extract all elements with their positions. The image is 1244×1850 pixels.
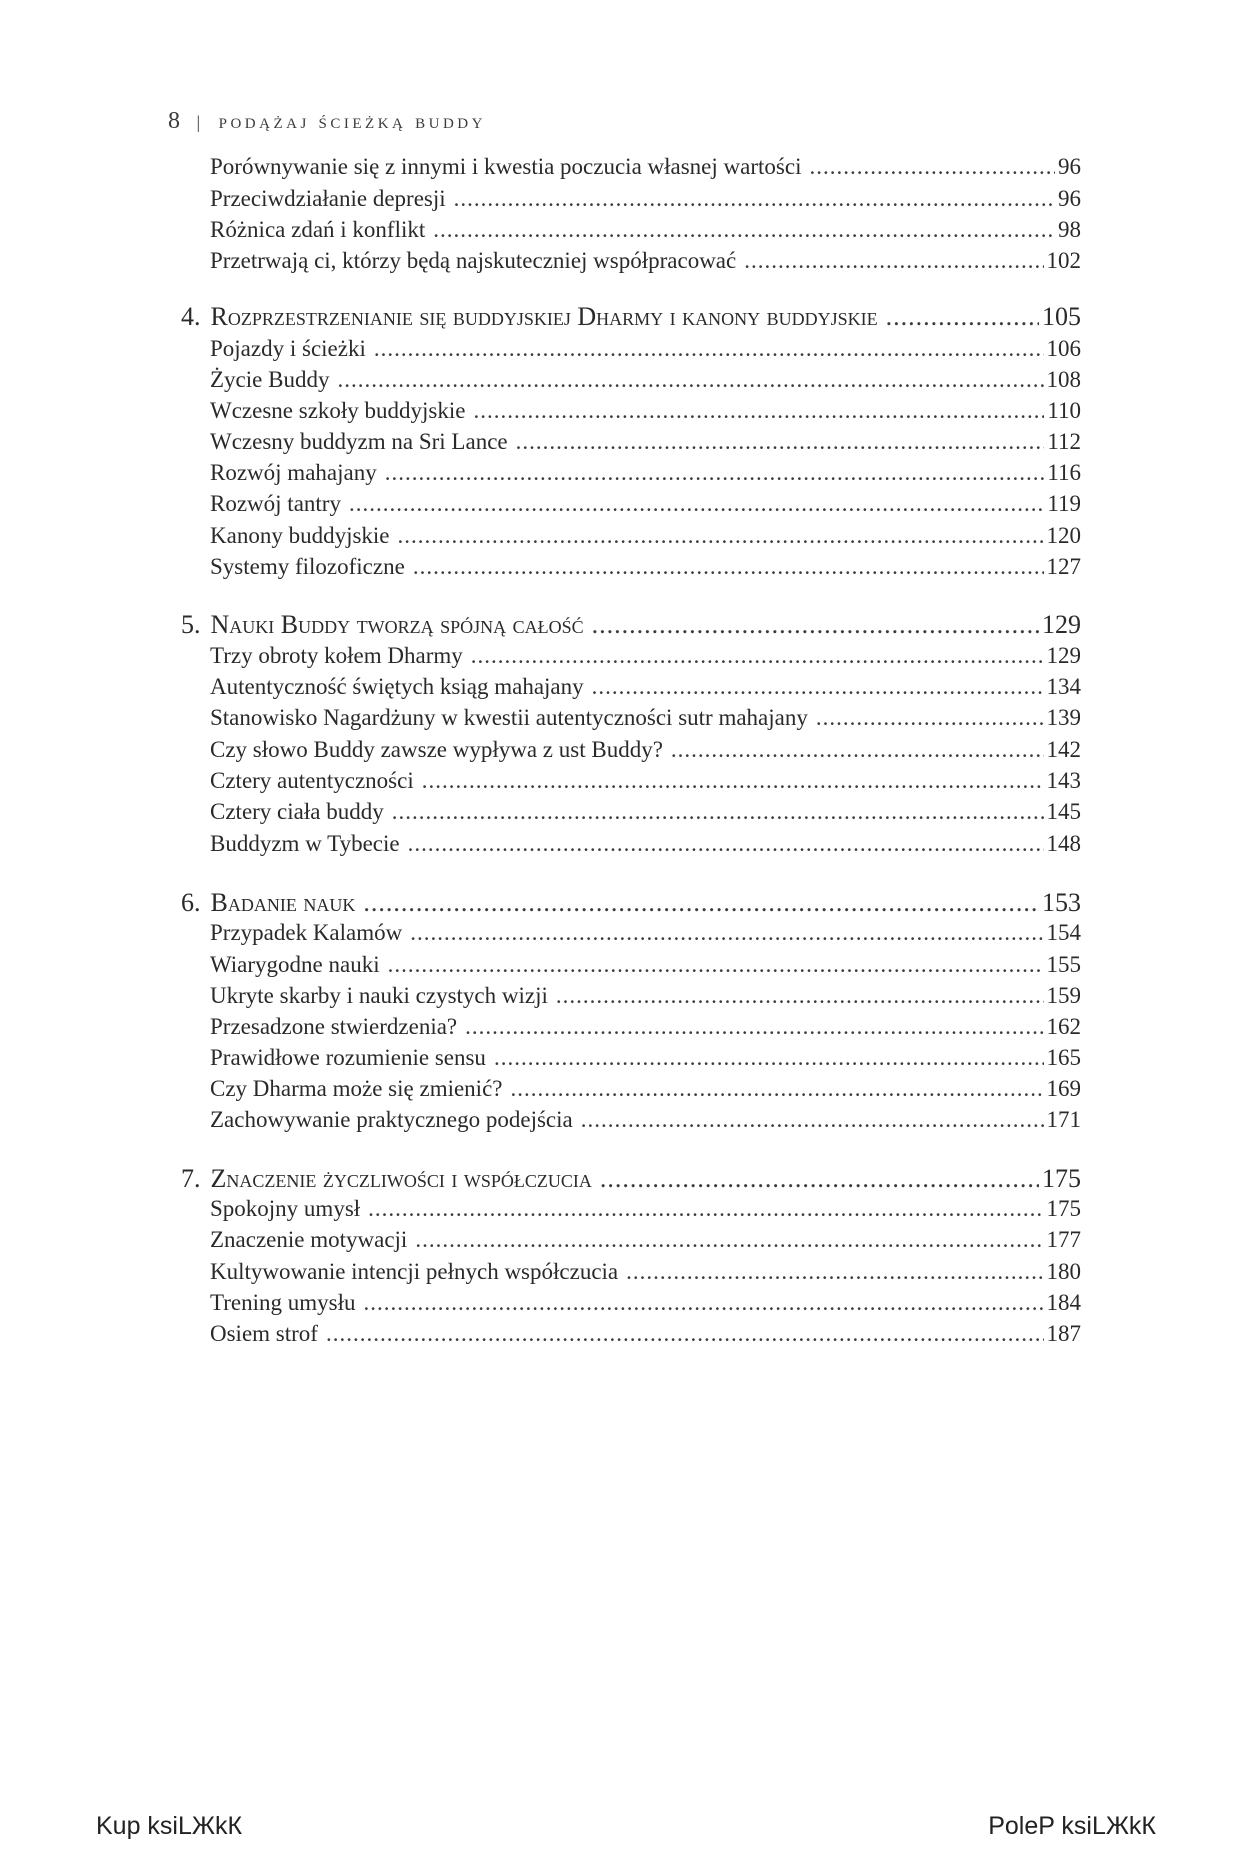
page-ref: 108 bbox=[1046, 367, 1081, 392]
chapter-number: 5. bbox=[181, 610, 201, 639]
page-ref: 184 bbox=[1046, 1290, 1081, 1315]
chapter-title: Znaczenie życzliwości i współczucia bbox=[210, 1164, 592, 1193]
entry-title: Przeciwdziałanie depresji bbox=[210, 186, 446, 211]
chapter-number: 7. bbox=[181, 1164, 201, 1193]
entry-title: Porównywanie się z innymi i kwestia poczucia własnej wartości bbox=[210, 154, 802, 179]
page-ref: 98 bbox=[1058, 217, 1081, 242]
toc-entry-row bbox=[210, 429, 1081, 455]
entry-title: Spokojny umysł bbox=[210, 1196, 361, 1221]
toc-entry-row bbox=[210, 1107, 1081, 1133]
chapter-title: Rozprzestrzenianie się buddyjskiej Dharmy i kanony buddyjskie bbox=[210, 302, 878, 331]
dot-leader bbox=[809, 154, 1055, 180]
entry-title: Życie Buddy bbox=[210, 367, 330, 392]
toc-chapter-row bbox=[181, 888, 1081, 918]
recommend-book-link[interactable]: PoleP ksiLЖkК bbox=[988, 1812, 1156, 1840]
dot-leader bbox=[592, 674, 1044, 700]
dot-leader bbox=[349, 491, 1044, 517]
page-ref: 96 bbox=[1058, 186, 1081, 211]
entry-title: Buddyzm w Tybecie bbox=[210, 831, 400, 856]
page-number: 8 bbox=[168, 108, 180, 134]
toc-entry-row bbox=[210, 248, 1081, 274]
entry-title: Wczesny buddyzm na Sri Lance bbox=[210, 429, 508, 454]
page-ref: 169 bbox=[1046, 1076, 1081, 1101]
dot-leader bbox=[471, 643, 1044, 669]
toc-entry-row bbox=[210, 1259, 1081, 1285]
dot-leader bbox=[363, 888, 1039, 918]
chapter-number: 4. bbox=[181, 302, 201, 331]
page-ref: 129 bbox=[1046, 643, 1081, 668]
dot-leader bbox=[337, 367, 1043, 393]
toc-entry-row bbox=[210, 1076, 1081, 1102]
page-ref: 177 bbox=[1046, 1227, 1081, 1252]
toc-entry-row bbox=[210, 831, 1081, 857]
page-ref: 134 bbox=[1046, 674, 1081, 699]
dot-leader bbox=[398, 523, 1044, 549]
entry-title: Trzy obroty kołem Dharmy bbox=[210, 643, 463, 668]
toc-entry-row bbox=[210, 983, 1081, 1009]
page-ref: 143 bbox=[1046, 768, 1081, 793]
entry-title: Pojazdy i ścieżki bbox=[210, 336, 366, 361]
page-ref: 154 bbox=[1046, 920, 1081, 945]
entry-title: Rozwój mahajany bbox=[210, 460, 377, 485]
page-ref: 120 bbox=[1046, 523, 1081, 548]
chapter-title: Badanie nauk bbox=[210, 888, 356, 917]
toc-entry-row bbox=[210, 768, 1081, 794]
toc-entry-row bbox=[210, 1227, 1081, 1253]
toc-entry-row bbox=[210, 1196, 1081, 1222]
dot-leader bbox=[600, 1164, 1039, 1194]
toc-entry-row bbox=[210, 217, 1081, 243]
page-ref: 180 bbox=[1046, 1259, 1081, 1284]
toc-entry-row bbox=[210, 1014, 1081, 1040]
toc-chapter-row bbox=[181, 610, 1081, 640]
chapter-number: 6. bbox=[181, 888, 201, 917]
entry-title: Czy słowo Buddy zawsze wypływa z ust Buddy? bbox=[210, 737, 663, 762]
dot-leader bbox=[363, 1290, 1043, 1316]
page-ref: 165 bbox=[1046, 1045, 1081, 1070]
chapter-title: Nauki Buddy tworzą spójną całość bbox=[210, 610, 584, 639]
page-ref: 119 bbox=[1047, 491, 1081, 516]
toc-entry-row bbox=[210, 737, 1081, 763]
toc-chapter-row bbox=[181, 1164, 1081, 1194]
page-ref: 148 bbox=[1046, 831, 1081, 856]
page-ref: 159 bbox=[1046, 983, 1081, 1008]
entry-title: Różnica zdań i konflikt bbox=[210, 217, 426, 242]
toc-entry-row bbox=[210, 336, 1081, 362]
entry-title: Systemy filozoficzne bbox=[210, 554, 405, 579]
toc-chapter-row bbox=[181, 302, 1081, 332]
page-ref: 145 bbox=[1046, 799, 1081, 824]
toc-entry-row bbox=[210, 491, 1081, 517]
toc-entry-row bbox=[210, 705, 1081, 731]
entry-title: Kanony buddyjskie bbox=[210, 523, 390, 548]
toc-entry-row bbox=[210, 1321, 1081, 1347]
page-ref: 171 bbox=[1046, 1107, 1081, 1132]
entry-title: Przypadek Kalamów bbox=[210, 920, 403, 945]
entry-title: Trening umysłu bbox=[210, 1290, 356, 1315]
dot-leader bbox=[581, 1107, 1044, 1133]
running-head bbox=[168, 108, 486, 135]
toc-entry-row bbox=[210, 799, 1081, 825]
dot-leader bbox=[454, 186, 1055, 212]
toc-entry-row bbox=[210, 367, 1081, 393]
entry-title: Rozwój tantry bbox=[210, 491, 341, 516]
dot-leader bbox=[374, 336, 1044, 362]
entry-title: Zachowywanie praktycznego podejścia bbox=[210, 1107, 573, 1132]
entry-title: Cztery autentyczności bbox=[210, 768, 414, 793]
book-title: podążaj ścieżką buddy bbox=[218, 109, 486, 133]
page-ref: 139 bbox=[1046, 705, 1081, 730]
dot-leader bbox=[392, 799, 1044, 825]
page-ref: 153 bbox=[1042, 888, 1081, 917]
dot-leader bbox=[422, 768, 1044, 794]
toc-entry-row bbox=[210, 643, 1081, 669]
dot-leader bbox=[408, 831, 1044, 857]
dot-leader bbox=[556, 983, 1044, 1009]
dot-leader bbox=[465, 1014, 1043, 1040]
buy-book-link[interactable]: Kup ksiLЖkК bbox=[96, 1812, 243, 1840]
dot-leader bbox=[626, 1259, 1043, 1285]
dot-leader bbox=[326, 1321, 1044, 1347]
page-ref: 129 bbox=[1042, 610, 1081, 639]
entry-title: Prawidłowe rozumienie sensu bbox=[210, 1045, 486, 1070]
toc-entry-row bbox=[210, 398, 1081, 424]
dot-leader bbox=[516, 429, 1045, 455]
page-ref: 102 bbox=[1046, 248, 1081, 273]
page-ref: 116 bbox=[1047, 460, 1081, 485]
toc-entry-row bbox=[210, 1045, 1081, 1071]
entry-title: Ukryte skarby i nauki czystych wizji bbox=[210, 983, 548, 1008]
toc-entry-row bbox=[210, 1290, 1081, 1316]
entry-title: Cztery ciała buddy bbox=[210, 799, 384, 824]
entry-title: Autentyczność świętych ksiąg mahajany bbox=[210, 674, 584, 699]
entry-title: Przetrwają ci, którzy będą najskuteczniej współpracować bbox=[210, 248, 737, 273]
toc-entry-row bbox=[210, 952, 1081, 978]
entry-title: Kultywowanie intencji pełnych współczucia bbox=[210, 1259, 619, 1284]
page-ref: 112 bbox=[1047, 429, 1081, 454]
page-ref: 127 bbox=[1046, 554, 1081, 579]
page-ref: 96 bbox=[1058, 154, 1081, 179]
page-ref: 187 bbox=[1046, 1321, 1081, 1346]
dot-leader bbox=[388, 952, 1044, 978]
dot-leader bbox=[744, 248, 1043, 274]
dot-leader bbox=[413, 554, 1044, 580]
entry-title: Wczesne szkoły buddyjskie bbox=[210, 398, 466, 423]
page-ref: 162 bbox=[1046, 1014, 1081, 1039]
toc-entry-row bbox=[210, 674, 1081, 700]
dot-leader bbox=[368, 1196, 1043, 1222]
dot-leader bbox=[511, 1076, 1044, 1102]
dot-leader bbox=[385, 460, 1045, 486]
dot-leader bbox=[671, 737, 1044, 763]
toc-entry-row bbox=[210, 186, 1081, 212]
entry-title: Stanowisko Nagardżuny w kwestii autentyczności sutr mahajany bbox=[210, 705, 808, 730]
dot-leader bbox=[886, 302, 1039, 332]
entry-title: Wiarygodne nauki bbox=[210, 952, 380, 977]
toc-entry-row bbox=[210, 460, 1081, 486]
dot-leader bbox=[494, 1045, 1044, 1071]
toc-entry-row bbox=[210, 523, 1081, 549]
dot-leader bbox=[473, 398, 1044, 424]
page-ref: 105 bbox=[1042, 302, 1081, 331]
entry-title: Osiem strof bbox=[210, 1321, 318, 1346]
toc-entry-row bbox=[210, 554, 1081, 580]
page-ref: 155 bbox=[1046, 952, 1081, 977]
entry-title: Przesadzone stwierdzenia? bbox=[210, 1014, 458, 1039]
toc-entry-row bbox=[210, 154, 1081, 180]
dot-leader bbox=[410, 920, 1043, 946]
toc-entry-row bbox=[210, 920, 1081, 946]
entry-title: Czy Dharma może się zmienić? bbox=[210, 1076, 503, 1101]
dot-leader bbox=[816, 705, 1044, 731]
dot-leader bbox=[592, 610, 1039, 640]
page-ref: 110 bbox=[1047, 398, 1081, 423]
dot-leader bbox=[415, 1227, 1043, 1253]
entry-title: Znaczenie motywacji bbox=[210, 1227, 408, 1252]
page-ref: 175 bbox=[1046, 1196, 1081, 1221]
page-ref: 142 bbox=[1046, 737, 1081, 762]
page-ref: 106 bbox=[1046, 336, 1081, 361]
dot-leader bbox=[433, 217, 1055, 243]
running-head-separator: | bbox=[196, 112, 201, 132]
page-ref: 175 bbox=[1042, 1164, 1081, 1193]
